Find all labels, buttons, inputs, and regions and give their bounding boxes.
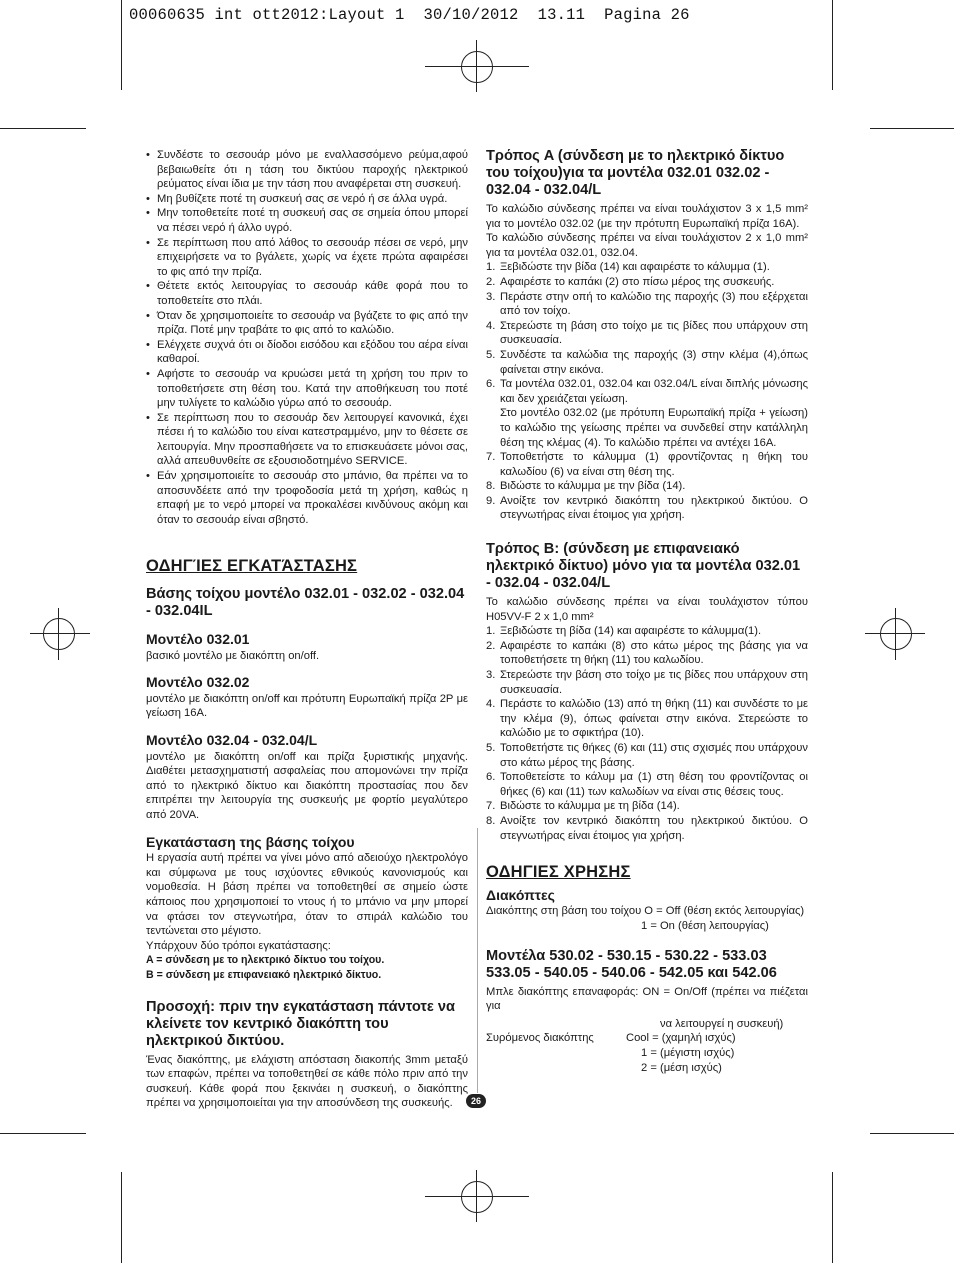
bullet-item: • Μην τοποθετείτε ποτέ τη συσκευή σας σε σημεία όπου μπορεί να πέσει νερό ή άλλο υγρό. — [146, 206, 468, 235]
step-number: 1. — [486, 625, 496, 638]
step-text: Βιδώστε το κάλυμμα με τη βίδα (14). — [500, 800, 680, 813]
step-text: Ξεβιδώστε τη βίδα (14) και αφαιρέστε το κάλυμμα(1). — [500, 625, 762, 638]
base-models-heading: Βάσης τοίχου μοντέλο 032.01 - 032.02 - 032.04 - 032.04IL — [146, 586, 465, 620]
step-number: 5. — [486, 348, 496, 361]
crop-mark — [0, 1133, 86, 1134]
bullet-item: • Σε περίπτωση που από λάθος το σεσουάρ πέσει σε νερό, μην επιχειρήσετε να το βγάλετε, χωρίς να έχετε πρώτα αφαιρέσει το φις από την πρίζα. — [146, 236, 468, 280]
model-heading: Μοντέλο 032.02 — [146, 674, 250, 691]
method-b-heading: Τρόπος B: (σύνδεση με επιφανειακό ηλεκτρικό δίκτυο) μόνο για τα μοντέλα 032.01 - 032.04 - 032.04/L — [486, 541, 801, 592]
model-description: μοντέλο με διακόπτη on/off και πρίζα ξυριστικής μηχανής. Διαθέτει μετασχηματιστή ασφαλείας που απομονώνει την πρίζα από το ηλεκτρικό δίκτυο και διακόπτη προστασίας που δεν επιτρέπει την λειτουργία της συσκευής με φορτίο μεγαλύτερο από 20VA. — [146, 750, 468, 821]
step-number: 7. — [486, 451, 496, 464]
step-number: 8. — [486, 814, 496, 827]
method-b-line: B = σύνδεση με επιφανειακό ηλεκτρικό δίκτυο. — [146, 968, 382, 981]
step-item — [486, 624, 808, 639]
left-column — [146, 148, 468, 1111]
step-text: Τοποθετείστε το κάλυμ μα (1) στη θέση του φροντίζοντας οι θήκες (6) και (11) των καλωδίων να είναι στις θέσεις τους. — [500, 771, 808, 798]
step-text: Τα μοντέλα 032.01, 032.04 και 032.04/L είναι διπλής μόνωσης και δεν χρειάζεται γείωση. — [500, 378, 808, 405]
right-column — [486, 148, 808, 1075]
method-b-intro: Το καλώδιο σύνδεσης πρέπει να είναι τουλάχιστον τύπου H05VV-F 2 x 1,0 mm² — [486, 596, 808, 623]
step-item — [486, 377, 808, 406]
bullet-item: • Εάν χρησιμοποιείτε το σεσουάρ στο μπάνιο, θα πρέπει να το αποσυνδέετε από την τροφοδοσία μετά τη χρήση, καθώς η επαφή με το νερό μπορεί να προκαλέσει κινδύνους ακόμη και όταν το σεσουάρ είναι σβηστό. — [146, 469, 468, 527]
step-number: 9. — [486, 494, 496, 507]
crop-mark — [121, 1172, 122, 1263]
step-text: Περάστε το καλώδιο (13) από τη θήκη (11) και συνδέστε το με την κλέμα (9), όπως φαίνεται στην εικόνα. Στερεώστε το καλώδιο με το σφικτήρα (10). — [500, 698, 808, 740]
step-item — [486, 450, 808, 479]
step-6-continuation: Στο μοντέλο 032.02 (με πρότυπη Ευρωπαϊκή πρίζα + γείωση) το καλώδιο της γείωσης πρέπει να συνδεθεί στην κατάλληλη θέση της κλέμας (4). Το καλώδιο πρέπει να αντέχει 16A. — [500, 407, 808, 449]
step-item — [486, 697, 808, 741]
step-text: Αφαιρέστε το καπάκι (8) στο κάτω μέρος της βάσης για να τοποθετήσετε τη θήκη (11) του καλωδίου. — [500, 639, 808, 667]
bullet-item: • Αφήστε το σεσουάρ να κρυώσει μετά τη χρήση του πριν το τοποθετήσετε στη θέση του. Κατά την αποθήκευση του ποτέ μην τυλίγετε το καλώδιο γύρω από το σεσουάρ. — [146, 367, 468, 411]
step-item — [486, 639, 808, 668]
bullet-item: • Συνδέστε το σεσουάρ μόνο με εναλλασσόμενο ρεύμα,αφού βεβαιωθείτε ότι η τάση του δικτύου παροχής ηλεκτρικού ρεύματος είναι ίδια με την τάση που αναφέρεται στη συσκευή. — [146, 148, 468, 192]
step-number: 3. — [486, 669, 496, 682]
reset-switch-line-2: να λειτουργεί η συσκευή) — [660, 1017, 784, 1030]
step-number: 6. — [486, 378, 496, 391]
usage-section-title: ΟΔΗΓΙΕΣ ΧΡΗΣΗΣ — [486, 863, 631, 882]
step-text: Αφαιρέστε το καπάκι (2) στο πίσω μέρος της συσκευής. — [500, 275, 775, 288]
method-a-heading: Τρόπος A (σύνδεση με το ηλεκτρικό δίκτυο του τοίχου)για τα μοντέλα 032.01 032.02 - 032.04 - 032.04/L — [486, 148, 785, 198]
step-number: 1. — [486, 261, 496, 274]
step-item — [486, 814, 808, 843]
step-text: Περάστε στην οπή το καλώδιο της παροχής (3) που εξέρχεται από τον τοίχο. — [500, 290, 808, 318]
install-section-title: ΟΔΗΓΊΕΣ ΕΓΚΑΤΆΣΤΑΣΗΣ — [146, 557, 358, 576]
crop-mark — [870, 128, 954, 129]
file-header: 00060635 int ott2012:Layout 1 30/10/2012 13.11 Pagina 26 — [129, 6, 690, 24]
step-item — [486, 494, 808, 523]
installation-methods-intro: Υπάρχουν δύο τρόποι εγκατάστασης: — [146, 939, 331, 952]
registration-mark — [461, 1181, 493, 1213]
step-number: 3. — [486, 290, 496, 303]
step-number: 7. — [486, 800, 496, 813]
step-number: 8. — [486, 480, 496, 493]
step-number: 5. — [486, 742, 496, 754]
safety-bullets — [146, 148, 468, 527]
method-a-intro: Το καλώδιο σύνδεσης πρέπει να είναι τουλάχιστον 2 x 1,0 mm² για τα μοντέλα 032.01, 032.04. — [486, 232, 808, 259]
crop-mark — [0, 128, 86, 129]
bullet-item: • Σε περίπτωση που το σεσουάρ δεν λειτουργεί κανονικά, έχει πέσει ή το καλώδιο του είναι κατεστραμμένο, μην το θέσετε σε λειτουργία. Μην προσπαθήσετε να το επισκευάσετε μόνοι σας, αλλά απευθυνθείτε σε εξουσιοδοτημένο SERVICE. — [146, 411, 468, 469]
step-text: Ανοίξτε τον κεντρικό διακόπτη του ηλεκτρικού δικτύου. Ο στεγνωτήρας είναι έτοιμος για χρήση. — [500, 814, 808, 842]
step-text: Ξεβιδώστε την βίδα (14) και αφαιρέστε το κάλυμμα (1). — [500, 261, 770, 274]
page-number: 26 — [466, 1094, 486, 1108]
step-item — [486, 260, 808, 275]
method-a-steps — [486, 260, 808, 406]
step-item — [486, 319, 808, 348]
registration-mark — [880, 618, 912, 650]
installation-text: Η εργασία αυτή πρέπει να γίνει μόνο από αδειούχο ηλεκτρολόγο και σύμφωνα με τους ισχύοντες εθνικούς κανονισμούς και νομοθεσία. Η βάση πρέπει να τοποθετηθεί σε σημείο ώστε κάποιος που χρησιμοποιεί το ντους ή το μπάνιο να μην μπορεί να φτάσει τον στεγνωτήρα, όταν το σπιράλ καλώδιο του τεντώνεται στο μέγιστο. — [146, 852, 468, 938]
step-text: Συνδέστε τα καλώδια της παροχής (3) στην κλέμα (4),όπως φαίνεται στην εικόνα. — [500, 348, 808, 376]
method-b-steps — [486, 624, 808, 843]
crop-mark — [832, 0, 833, 90]
wall-switch-line: Διακόπτης στη βάση του τοίχου O = Off (θέση εκτός λειτουργίας) — [486, 905, 805, 918]
step-text: Ανοίξτε τον κεντρικό διακόπτη του ηλεκτρικού δικτύου. Ο στεγνωτήρας είναι έτοιμος για χρήση. — [500, 494, 808, 522]
model-heading: Μοντέλο 032.04 - 032.04/L — [146, 732, 318, 748]
slide-switch-row — [486, 1031, 808, 1046]
column-divider — [477, 828, 478, 1093]
step-text: Τοποθετήστε το κάλυμμα (1) φροντίζοντας η θήκη του καλωδίου (6) να είναι στη θέση της. — [500, 451, 808, 478]
model-heading: Μοντέλο 032.01 — [146, 631, 250, 648]
step-number: 4. — [486, 319, 496, 332]
step-number: 4. — [486, 698, 496, 711]
step-text: Στερεώστε τη βάση στο τοίχο με τις βίδες που υπάρχουν στη συσκευασία. — [500, 319, 808, 347]
step-number: 2. — [486, 275, 496, 288]
step-text: Στερεώστε την βάση στο τοίχο με τις βίδες που υπάρχουν στη συσκευασία. — [500, 669, 808, 696]
crop-mark — [870, 1133, 954, 1134]
step-item — [486, 348, 808, 377]
warning-text: Ένας διακόπτης, με ελάχιστη απόσταση διακοπής 3mm μεταξύ των επαφών, πρέπει να τοποθετηθεί σε κάθε πόλο πριν από την συσκευή. Κάθε φορά που ξεκινάει η συσκευή, ο διακόπτης πρέπει να χρησιμοποιείται για την αποσύνδεση της συσκευής. — [146, 1053, 468, 1110]
reset-switch-line: Μπλε διακόπτης επαναφοράς: ON = On/Off (πρέπει να πιέζεται για — [486, 985, 808, 1013]
slide-switch-value: 2 = (μέση ισχύς) — [641, 1061, 722, 1074]
step-item — [486, 770, 808, 799]
warning-heading: Προσοχή: πριν την εγκατάσταση πάντοτε να κλείνετε τον κεντρικό διακόπτη του ηλεκτρικού δικτύου. — [146, 998, 455, 1049]
crop-mark — [121, 0, 122, 90]
step-item — [486, 799, 808, 814]
step-item — [486, 741, 808, 770]
step-item — [486, 668, 808, 697]
crop-mark — [832, 1172, 833, 1263]
registration-mark — [43, 618, 75, 650]
bullet-item: • Μη βυθίζετε ποτέ τη συσκευή σας σε νερό ή σε άλλα υγρά. — [146, 192, 468, 207]
method-a-intro: Το καλώδιο σύνδεσης πρέπει να είναι τουλάχιστον 3 x 1,5 mm² για το μοντέλο 032.02 (με την πρότυπη Ευρωπαϊκή πρίζα 16A). — [486, 203, 808, 230]
step-text: Βιδώστε το κάλυμμα με την βίδα (14). — [500, 480, 686, 493]
bullet-item: • Θέτετε εκτός λειτουργίας το σεσουάρ κάθε φορά που το τοποθετείτε στο πλάι. — [146, 279, 468, 308]
switches-heading: Διακόπτες — [486, 886, 555, 903]
method-a-steps-cont — [486, 450, 808, 523]
models-heading: Μοντέλα 530.02 - 530.15 - 530.22 - 533.03 533.05 - 540.05 - 540.06 - 542.05 και 542.06 — [486, 947, 777, 981]
method-a-line: A = σύνδεση με το ηλεκτρικό δίκτυο του τοίχου. — [146, 954, 385, 967]
model-description: βασικό μοντέλο με διακόπτη on/off. — [146, 649, 320, 662]
bullet-item: • Όταν δε χρησιμοποιείτε το σεσουάρ να βγάζετε το φις από την πρίζα. Ποτέ μην τραβάτε το φις από το καλώδιο. — [146, 309, 468, 338]
slide-switch-value: Cool = (χαμηλή ισχύς) — [626, 1032, 736, 1045]
slide-switch-value: 1 = (μέγιστη ισχύς) — [641, 1046, 735, 1059]
step-item — [486, 290, 808, 319]
model-description: μοντέλο με διακόπτη on/off και πρότυπη Ευρωπαϊκή πρίζα 2P με γείωση 16A. — [146, 692, 468, 720]
installation-heading: Εγκατάσταση της βάσης τοίχου — [146, 833, 355, 850]
step-text: Τοποθετήστε τις θήκες (6) και (11) στις σχισμές που υπάρχουν στο κάτω μέρος της βάσης. — [500, 742, 808, 769]
step-number: 2. — [486, 639, 496, 652]
wall-switch-line-2: 1 = On (θέση λειτουργίας) — [641, 919, 769, 932]
step-number: 6. — [486, 771, 496, 784]
bullet-item: • Ελέγχετε συχνά ότι οι δίοδοι εισόδου και εξόδου του αέρα είναι καθαροί. — [146, 338, 468, 367]
registration-mark — [461, 51, 493, 83]
step-item — [486, 275, 808, 290]
step-item — [486, 479, 808, 494]
slide-switch-label: Συρόμενος διακόπτης — [486, 1032, 594, 1045]
